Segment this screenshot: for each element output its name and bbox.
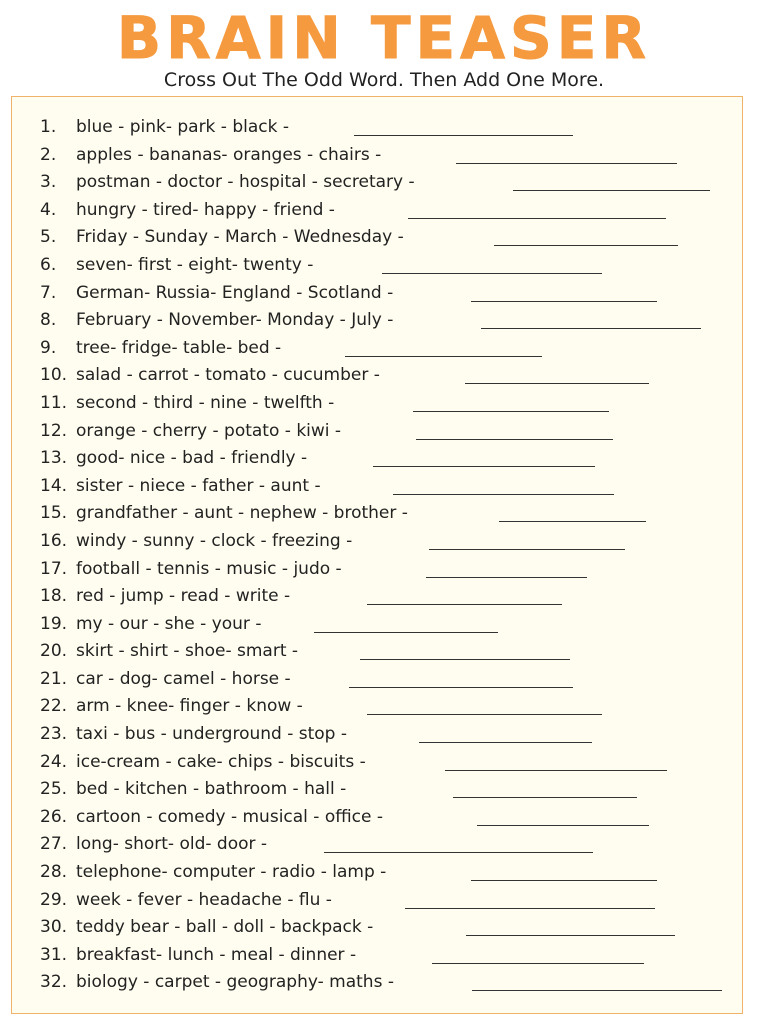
answer-blank[interactable] — [466, 922, 675, 936]
exercise-item — [12, 969, 742, 997]
answer-blank[interactable] — [367, 701, 602, 715]
item-number: 24. — [40, 751, 68, 772]
answer-blank[interactable] — [408, 205, 666, 219]
item-words: car - dog- camel - horse - — [76, 668, 291, 689]
item-number: 25. — [40, 779, 68, 800]
item-number: 32. — [40, 972, 68, 993]
answer-blank[interactable] — [477, 812, 649, 826]
exercise-item — [12, 169, 742, 197]
item-words: German- Russia- England - Scotland - — [76, 282, 394, 303]
item-number: 27. — [40, 834, 68, 855]
item-number: 10. — [40, 365, 68, 386]
item-words: cartoon - comedy - musical - office - — [76, 806, 384, 827]
item-words: skirt - shirt - shoe- smart - — [76, 641, 299, 662]
item-words: breakfast- lunch - meal - dinner - — [76, 944, 357, 965]
exercise-item — [12, 887, 742, 915]
exercise-item — [12, 528, 742, 556]
answer-blank[interactable] — [360, 646, 570, 660]
item-words: tree- fridge- table- bed - — [76, 337, 282, 358]
item-number: 26. — [40, 806, 68, 827]
answer-blank[interactable] — [345, 343, 542, 357]
answer-blank[interactable] — [432, 950, 644, 964]
item-number: 21. — [40, 668, 68, 689]
item-number: 16. — [40, 530, 68, 551]
exercise-item — [12, 721, 742, 749]
exercise-item — [12, 859, 742, 887]
exercise-item — [12, 693, 742, 721]
exercise-item — [12, 114, 742, 142]
item-number: 17. — [40, 558, 68, 579]
item-words: telephone- computer - radio - lamp - — [76, 862, 387, 883]
item-words: postman - doctor - hospital - secretary - — [76, 172, 415, 193]
answer-blank[interactable] — [413, 398, 609, 412]
answer-blank[interactable] — [373, 453, 595, 467]
answer-blank[interactable] — [471, 288, 657, 302]
item-number: 7. — [40, 282, 57, 303]
exercise-item — [12, 252, 742, 280]
item-number: 29. — [40, 889, 68, 910]
exercise-list — [12, 114, 742, 997]
exercise-item — [12, 556, 742, 584]
answer-blank[interactable] — [465, 370, 649, 384]
item-words: ice-cream - cake- chips - biscuits - — [76, 751, 366, 772]
exercise-item — [12, 280, 742, 308]
item-words: my - our - she - your - — [76, 613, 262, 634]
answer-blank[interactable] — [426, 564, 587, 578]
exercise-item — [12, 390, 742, 418]
exercise-item — [12, 445, 742, 473]
item-words: blue - pink- park - black - — [76, 117, 290, 137]
item-number: 23. — [40, 724, 68, 745]
exercise-item — [12, 307, 742, 335]
item-words: biology - carpet - geography- maths - — [76, 972, 394, 993]
item-number: 5. — [40, 227, 57, 248]
item-words: February - November- Monday - July - — [76, 310, 394, 331]
answer-blank[interactable] — [382, 260, 602, 274]
exercise-item — [12, 473, 742, 501]
answer-blank[interactable] — [324, 839, 593, 853]
item-number: 31. — [40, 944, 68, 965]
exercise-item — [12, 418, 742, 446]
exercise-item — [12, 197, 742, 225]
exercise-item — [12, 142, 742, 170]
item-words: apples - bananas- oranges - chairs - — [76, 144, 382, 165]
answer-blank[interactable] — [494, 232, 678, 246]
item-words: football - tennis - music - judo - — [76, 558, 342, 579]
exercise-item — [12, 914, 742, 942]
exercise-item — [12, 831, 742, 859]
item-number: 22. — [40, 696, 68, 717]
item-number: 15. — [40, 503, 68, 524]
item-words: seven- first - eight- twenty - — [76, 254, 314, 275]
exercise-item — [12, 942, 742, 970]
answer-blank[interactable] — [471, 867, 657, 881]
exercise-item — [12, 776, 742, 804]
item-words: arm - knee- finger - know - — [76, 696, 303, 717]
item-words: hungry - tired- happy - friend - — [76, 199, 335, 220]
answer-blank[interactable] — [429, 536, 625, 550]
item-number: 2. — [40, 144, 57, 165]
item-number: 12. — [40, 420, 68, 441]
item-words: taxi - bus - underground - stop - — [76, 724, 348, 745]
answer-blank[interactable] — [513, 177, 710, 191]
answer-blank[interactable] — [456, 150, 677, 164]
item-number: 20. — [40, 641, 68, 662]
item-words: Friday - Sunday - March - Wednesday - — [76, 227, 404, 248]
exercise-item — [12, 611, 742, 639]
answer-blank[interactable] — [481, 315, 701, 329]
answer-blank[interactable] — [405, 895, 655, 909]
item-words: good- nice - bad - friendly - — [76, 448, 308, 469]
exercise-item — [12, 224, 742, 252]
item-number: 18. — [40, 586, 68, 607]
answer-blank[interactable] — [445, 757, 667, 771]
answer-blank[interactable] — [349, 674, 573, 688]
exercise-item — [12, 500, 742, 528]
item-words: grandfather - aunt - nephew - brother - — [76, 503, 408, 524]
item-words: bed - kitchen - bathroom - hall - — [76, 779, 347, 800]
answer-blank[interactable] — [314, 619, 498, 633]
exercise-item — [12, 749, 742, 777]
answer-blank[interactable] — [472, 977, 722, 991]
item-words: second - third - nine - twelfth - — [76, 392, 335, 413]
item-number: 1. — [40, 117, 57, 137]
item-number: 6. — [40, 254, 57, 275]
item-number: 13. — [40, 448, 68, 469]
exercise-item — [12, 583, 742, 611]
exercise-item — [12, 335, 742, 363]
answer-blank[interactable] — [453, 784, 637, 798]
answer-blank[interactable] — [416, 426, 613, 440]
page-title: BRAIN TEASER — [116, 4, 652, 72]
item-words: windy - sunny - clock - freezing - — [76, 530, 353, 551]
item-number: 4. — [40, 199, 57, 220]
item-number: 8. — [40, 310, 57, 331]
exercise-item — [12, 638, 742, 666]
exercise-panel — [11, 96, 743, 1014]
answer-blank[interactable] — [367, 591, 562, 605]
answer-blank[interactable] — [419, 729, 592, 743]
item-words: teddy bear - ball - doll - backpack - — [76, 917, 374, 938]
answer-blank[interactable] — [354, 122, 573, 136]
answer-blank[interactable] — [393, 481, 614, 495]
exercise-item — [12, 804, 742, 832]
item-number: 28. — [40, 862, 68, 883]
instructions-subtitle: Cross Out The Odd Word. Then Add One More. — [163, 69, 605, 91]
item-words: week - fever - headache - flu - — [76, 889, 332, 910]
exercise-item — [12, 666, 742, 694]
answer-blank[interactable] — [499, 508, 646, 522]
item-words: sister - niece - father - aunt - — [76, 475, 321, 496]
item-number: 11. — [40, 392, 68, 413]
item-number: 30. — [40, 917, 68, 938]
item-number: 3. — [40, 172, 57, 193]
item-number: 19. — [40, 613, 68, 634]
item-number: 9. — [40, 337, 57, 358]
item-words: red - jump - read - write - — [76, 586, 291, 607]
item-number: 14. — [40, 475, 68, 496]
item-words: long- short- old- door - — [76, 834, 268, 855]
item-words: salad - carrot - tomato - cucumber - — [76, 365, 380, 386]
item-words: orange - cherry - potato - kiwi - — [76, 420, 342, 441]
exercise-item — [12, 362, 742, 390]
